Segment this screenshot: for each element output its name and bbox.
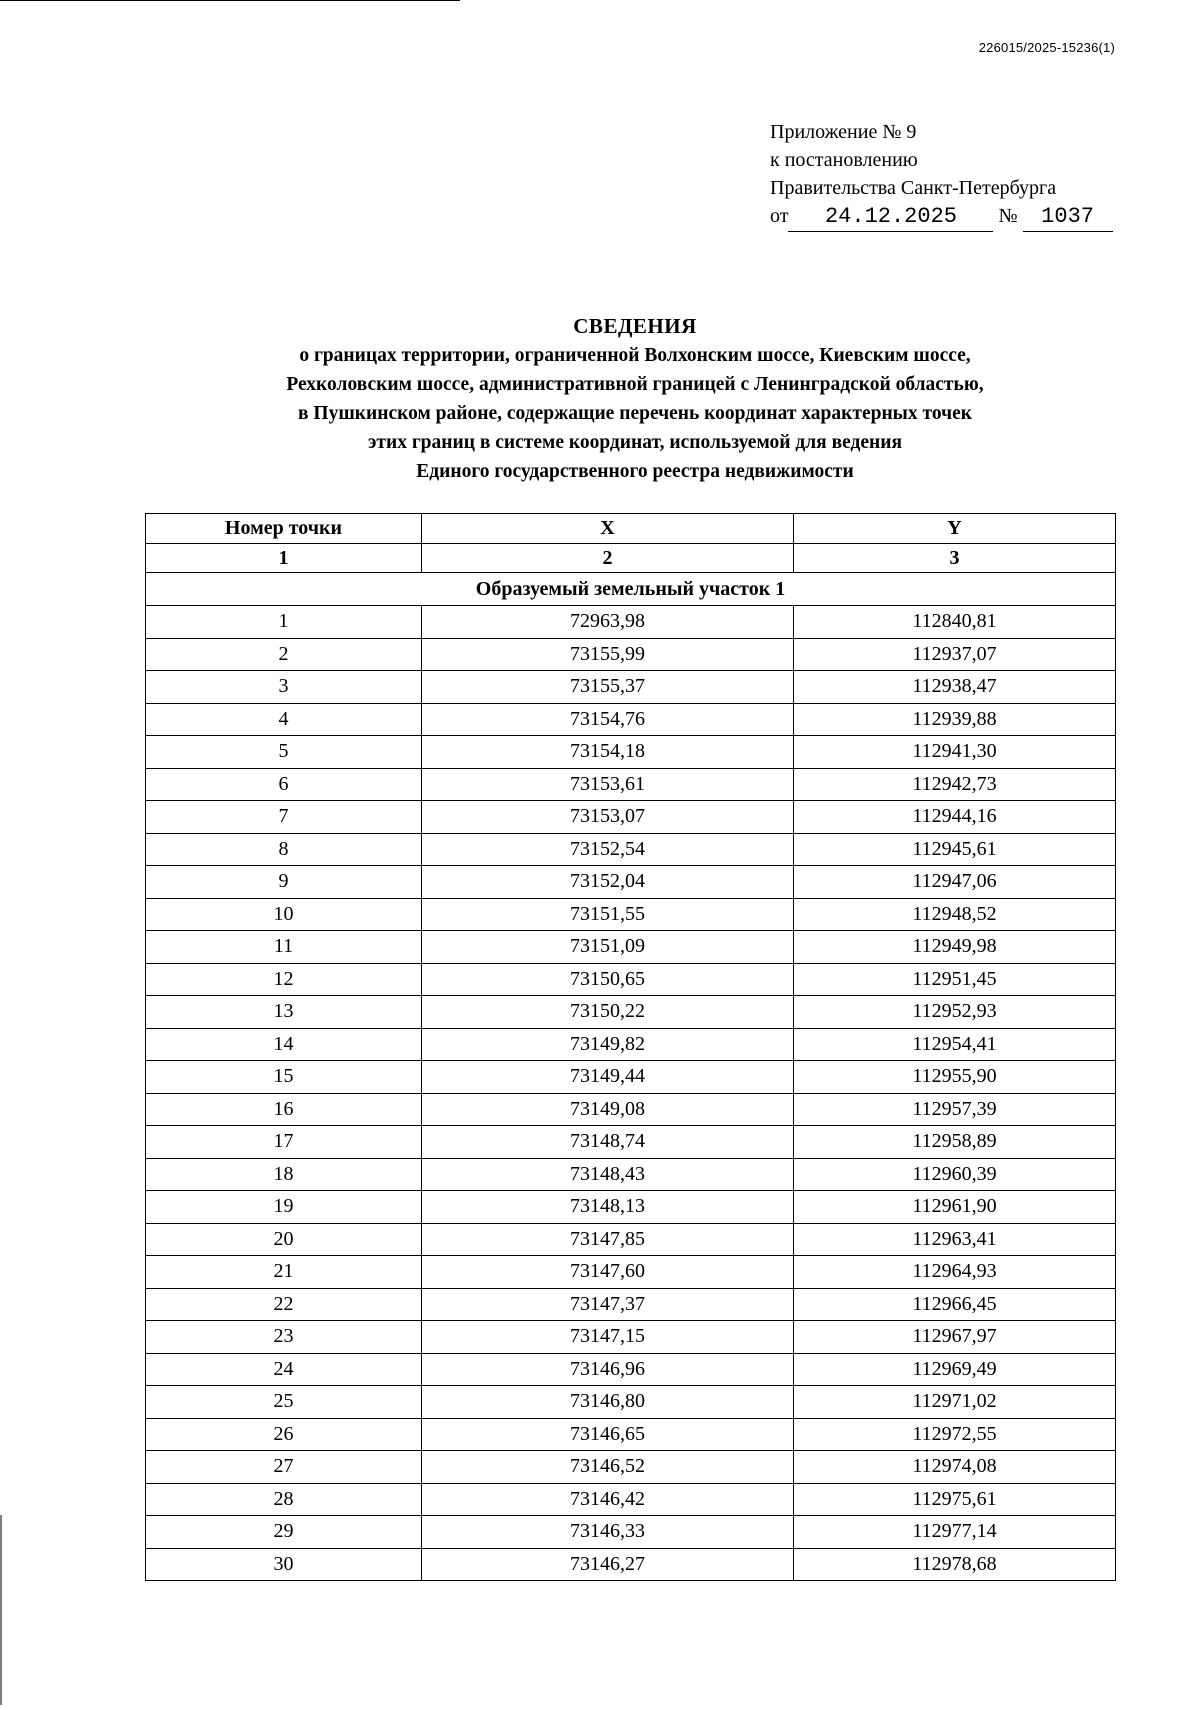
point-number-cell: 2: [146, 638, 422, 671]
coordinates-table: [145, 513, 1116, 1581]
heading-line: о границах территории, ограниченной Волхонским шоссе, Киевским шоссе,: [299, 345, 971, 366]
table-row: [146, 768, 1116, 801]
table-row: [146, 833, 1116, 866]
y-coordinate-cell: 112937,07: [794, 638, 1116, 671]
y-coordinate-cell: 112960,39: [794, 1158, 1116, 1191]
x-coordinate-cell: 73146,27: [422, 1548, 794, 1581]
y-coordinate-cell: 112975,61: [794, 1483, 1116, 1516]
table-row: [146, 1126, 1116, 1159]
point-number-cell: 1: [146, 606, 422, 639]
y-coordinate-cell: 112954,41: [794, 1028, 1116, 1061]
point-number-cell: 14: [146, 1028, 422, 1061]
y-coordinate-cell: 112939,88: [794, 703, 1116, 736]
y-coordinate-cell: 112974,08: [794, 1451, 1116, 1484]
point-number-cell: 24: [146, 1353, 422, 1386]
y-coordinate-cell: 112941,30: [794, 736, 1116, 769]
x-coordinate-cell: 73146,52: [422, 1451, 794, 1484]
table-header-row: [146, 514, 1116, 544]
x-coordinate-cell: 73151,09: [422, 931, 794, 964]
table-row: [146, 1483, 1116, 1516]
header-y: Y: [794, 514, 1116, 544]
y-coordinate-cell: 112955,90: [794, 1061, 1116, 1094]
x-coordinate-cell: 73149,82: [422, 1028, 794, 1061]
x-coordinate-cell: 73147,85: [422, 1223, 794, 1256]
x-coordinate-cell: 73149,08: [422, 1093, 794, 1126]
point-number-cell: 12: [146, 963, 422, 996]
point-number-cell: 10: [146, 898, 422, 931]
x-coordinate-cell: 73154,76: [422, 703, 794, 736]
appendix-title: Приложение № 9: [770, 121, 917, 143]
table-row: [146, 1548, 1116, 1581]
table-row: [146, 1321, 1116, 1354]
table-row: [146, 1516, 1116, 1549]
point-number-cell: 23: [146, 1321, 422, 1354]
x-coordinate-cell: 73148,43: [422, 1158, 794, 1191]
table-row: [146, 1093, 1116, 1126]
point-number-cell: 28: [146, 1483, 422, 1516]
y-coordinate-cell: 112964,93: [794, 1256, 1116, 1289]
table-row: [146, 1223, 1116, 1256]
y-coordinate-cell: 112958,89: [794, 1126, 1116, 1159]
point-number-cell: 8: [146, 833, 422, 866]
table-row: [146, 996, 1116, 1029]
table-row: [146, 866, 1116, 899]
y-coordinate-cell: 112945,61: [794, 833, 1116, 866]
y-coordinate-cell: 112951,45: [794, 963, 1116, 996]
table-row: [146, 606, 1116, 639]
x-coordinate-cell: 73153,61: [422, 768, 794, 801]
header-x: X: [422, 514, 794, 544]
y-coordinate-cell: 112978,68: [794, 1548, 1116, 1581]
y-coordinate-cell: 112957,39: [794, 1093, 1116, 1126]
point-number-cell: 26: [146, 1418, 422, 1451]
point-number-cell: 3: [146, 671, 422, 704]
appendix-number: 1037: [1023, 203, 1113, 232]
y-coordinate-cell: 112952,93: [794, 996, 1116, 1029]
point-number-cell: 30: [146, 1548, 422, 1581]
appendix-date-line: [770, 202, 1113, 232]
x-coordinate-cell: 73146,42: [422, 1483, 794, 1516]
table-row: [146, 931, 1116, 964]
x-coordinate-cell: 73151,55: [422, 898, 794, 931]
appendix-date-prefix: от: [770, 205, 789, 227]
x-coordinate-cell: 73150,22: [422, 996, 794, 1029]
heading-line: этих границ в системе координат, используемой для ведения: [367, 432, 903, 453]
point-number-cell: 5: [146, 736, 422, 769]
header-point-number: Номер точки: [146, 514, 422, 544]
x-coordinate-cell: 73154,18: [422, 736, 794, 769]
table-row: [146, 1028, 1116, 1061]
table-row: [146, 1158, 1116, 1191]
y-coordinate-cell: 112840,81: [794, 606, 1116, 639]
point-number-cell: 25: [146, 1386, 422, 1419]
appendix-date: 24.12.2025: [788, 203, 993, 232]
point-number-cell: 7: [146, 801, 422, 834]
point-number-cell: 9: [146, 866, 422, 899]
table-row: [146, 1418, 1116, 1451]
point-number-cell: 21: [146, 1256, 422, 1289]
scan-edge-mark-left: [0, 1515, 2, 1705]
table-row: [146, 1386, 1116, 1419]
table-row: [146, 1451, 1116, 1484]
x-coordinate-cell: 73148,13: [422, 1191, 794, 1224]
point-number-cell: 22: [146, 1288, 422, 1321]
column-number: 3: [794, 544, 1116, 573]
table-row: [146, 1288, 1116, 1321]
scan-edge-line: [0, 0, 460, 1]
x-coordinate-cell: 73146,65: [422, 1418, 794, 1451]
x-coordinate-cell: 73153,07: [422, 801, 794, 834]
y-coordinate-cell: 112938,47: [794, 671, 1116, 704]
y-coordinate-cell: 112969,49: [794, 1353, 1116, 1386]
table-row: [146, 1061, 1116, 1094]
appendix-authority: Правительства Санкт-Петербурга: [770, 177, 1057, 199]
point-number-cell: 27: [146, 1451, 422, 1484]
point-number-cell: 11: [146, 931, 422, 964]
y-coordinate-cell: 112963,41: [794, 1223, 1116, 1256]
table-row: [146, 1256, 1116, 1289]
y-coordinate-cell: 112966,45: [794, 1288, 1116, 1321]
point-number-cell: 18: [146, 1158, 422, 1191]
x-coordinate-cell: 73155,37: [422, 671, 794, 704]
table-row: [146, 638, 1116, 671]
x-coordinate-cell: 73146,80: [422, 1386, 794, 1419]
table-row: [146, 671, 1116, 704]
x-coordinate-cell: 73147,60: [422, 1256, 794, 1289]
point-number-cell: 17: [146, 1126, 422, 1159]
document-number: 226015/2025-15236(1): [978, 40, 1115, 55]
y-coordinate-cell: 112949,98: [794, 931, 1116, 964]
y-coordinate-cell: 112971,02: [794, 1386, 1116, 1419]
point-number-cell: 4: [146, 703, 422, 736]
point-number-cell: 20: [146, 1223, 422, 1256]
table-row: [146, 1191, 1116, 1224]
table-row: [146, 898, 1116, 931]
x-coordinate-cell: 73147,15: [422, 1321, 794, 1354]
section-row: [146, 573, 1116, 606]
x-coordinate-cell: 73152,54: [422, 833, 794, 866]
document-heading: [150, 312, 1120, 486]
x-coordinate-cell: 72963,98: [422, 606, 794, 639]
heading-line: Рехколовским шоссе, административной границей с Ленинградской областью,: [286, 374, 984, 395]
point-number-cell: 13: [146, 996, 422, 1029]
x-coordinate-cell: 73148,74: [422, 1126, 794, 1159]
y-coordinate-cell: 112972,55: [794, 1418, 1116, 1451]
column-number: 1: [146, 544, 422, 573]
y-coordinate-cell: 112961,90: [794, 1191, 1116, 1224]
x-coordinate-cell: 73146,33: [422, 1516, 794, 1549]
y-coordinate-cell: 112942,73: [794, 768, 1116, 801]
section-title: Образуемый земельный участок 1: [146, 573, 1116, 606]
x-coordinate-cell: 73147,37: [422, 1288, 794, 1321]
y-coordinate-cell: 112977,14: [794, 1516, 1116, 1549]
point-number-cell: 29: [146, 1516, 422, 1549]
table-row: [146, 703, 1116, 736]
point-number-cell: 6: [146, 768, 422, 801]
column-numbers-row: [146, 544, 1116, 573]
x-coordinate-cell: 73152,04: [422, 866, 794, 899]
point-number-cell: 15: [146, 1061, 422, 1094]
appendix-block: [770, 118, 1113, 232]
point-number-cell: 16: [146, 1093, 422, 1126]
point-number-cell: 19: [146, 1191, 422, 1224]
y-coordinate-cell: 112948,52: [794, 898, 1116, 931]
column-number: 2: [422, 544, 794, 573]
x-coordinate-cell: 73149,44: [422, 1061, 794, 1094]
y-coordinate-cell: 112947,06: [794, 866, 1116, 899]
table-row: [146, 963, 1116, 996]
table-row: [146, 1353, 1116, 1386]
y-coordinate-cell: 112967,97: [794, 1321, 1116, 1354]
appendix-reference: к постановлению: [770, 149, 918, 171]
heading-line: в Пушкинском районе, содержащие перечень координат характерных точек: [298, 403, 972, 424]
table-row: [146, 736, 1116, 769]
heading-title: СВЕДЕНИЯ: [573, 314, 697, 338]
x-coordinate-cell: 73146,96: [422, 1353, 794, 1386]
appendix-number-prefix: №: [998, 205, 1018, 227]
y-coordinate-cell: 112944,16: [794, 801, 1116, 834]
heading-line: Единого государственного реестра недвижимости: [416, 461, 854, 482]
x-coordinate-cell: 73155,99: [422, 638, 794, 671]
x-coordinate-cell: 73150,65: [422, 963, 794, 996]
table-row: [146, 801, 1116, 834]
